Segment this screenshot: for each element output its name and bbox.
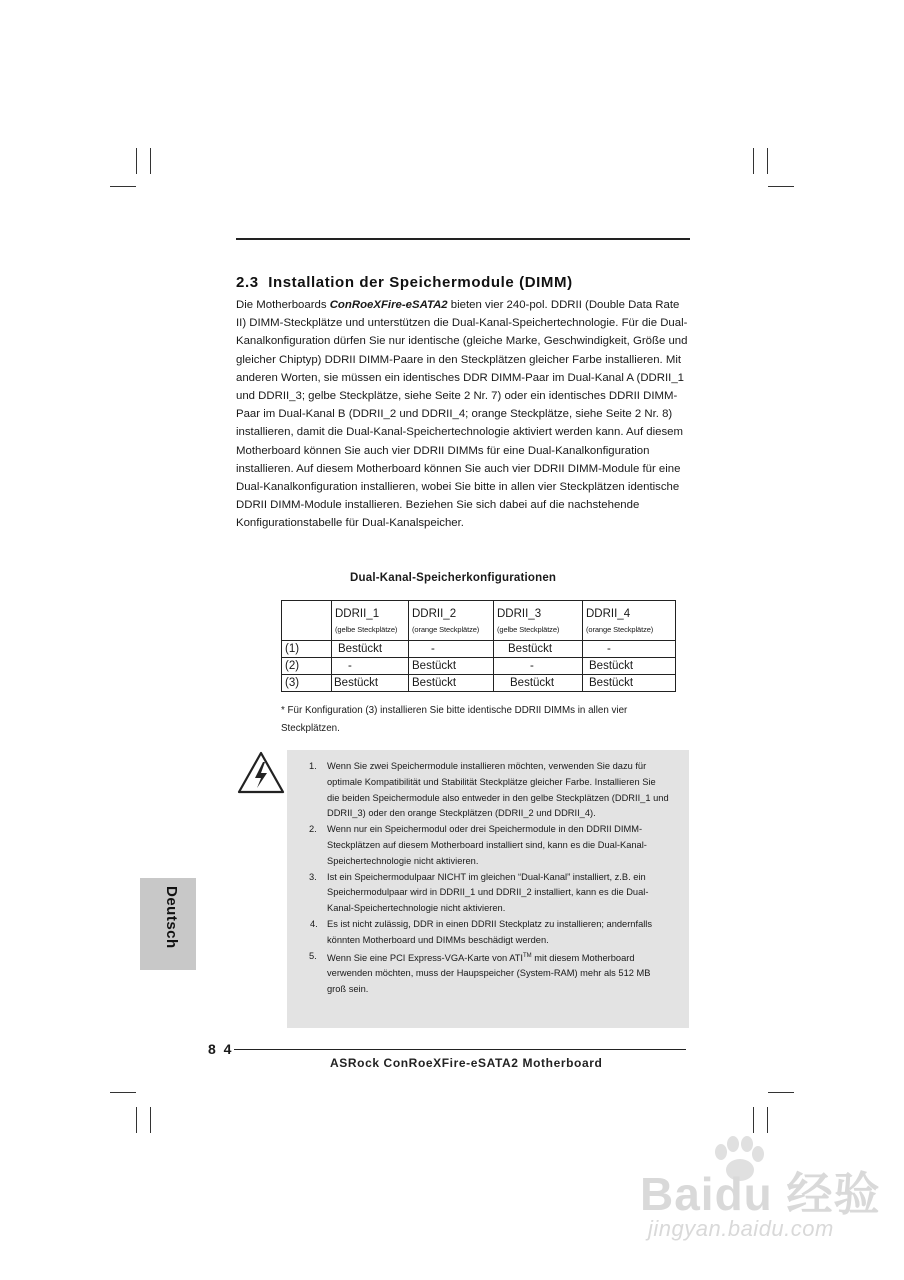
table-cell: Bestückt: [332, 641, 409, 658]
config-table: [281, 600, 676, 692]
table-cell: -: [409, 641, 494, 658]
row-label: (1): [282, 641, 332, 658]
table-cell: Bestückt: [494, 641, 583, 658]
column-header: [583, 601, 676, 641]
note-text: mit diesem Motherboard verwenden möchten, muss der Haupspeicher (System-RAM) mehr als 512 MB groß sein.: [327, 952, 651, 995]
column-color: (gelbe Steckplätze): [497, 625, 560, 634]
note-item: [310, 917, 669, 949]
intro-lead: Die Motherboards: [236, 299, 330, 311]
crop-mark: [150, 1107, 151, 1133]
table-cell: Bestückt: [583, 675, 676, 692]
note-item: [309, 949, 669, 998]
note-text: Ist ein Speichermodulpaar NICHT im gleichen “Dual-Kanal” installiert, z.B. ein Speichermodulpaar wird in DDRII_1 und DDRII_2 installiert, kann es die Dual-Kanal-Speichertechnologie nicht aktivieren.: [327, 871, 649, 914]
table-cell: Bestückt: [332, 675, 409, 692]
crop-mark: [136, 1107, 137, 1133]
crop-mark: [110, 186, 136, 187]
crop-mark: [110, 1092, 136, 1093]
trademark-mark: TM: [523, 952, 532, 959]
note-number: 2.: [309, 824, 317, 835]
column-color: (orange Steckplätze): [586, 625, 654, 634]
crop-mark: [767, 148, 768, 174]
note-number: 1.: [309, 761, 317, 771]
column-name: DDRII_3: [497, 608, 542, 620]
note-item: [309, 822, 669, 869]
table-row: [282, 641, 676, 658]
notes-list: [287, 750, 689, 998]
note-number: 4.: [310, 918, 318, 929]
crop-mark: [768, 1092, 794, 1093]
header-rule: [236, 238, 690, 240]
notes-box: [287, 750, 689, 1028]
note-item: [309, 870, 669, 917]
watermark-url: jingyan.baidu.com: [648, 1216, 834, 1241]
column-color: (orange Steckplätze): [412, 625, 480, 634]
section-number: 2.3: [236, 274, 259, 291]
note-text: Es ist nicht zulässig, DDR in einen DDRII Steckplatz zu installieren; andernfalls könnten Motherboard und DIMMs beschädigt werden.: [327, 918, 653, 945]
column-header: [494, 601, 583, 641]
table-cell: -: [332, 658, 409, 675]
row-label: (2): [282, 658, 332, 675]
table-cell: Bestückt: [409, 658, 494, 675]
column-name: DDRII_4: [586, 608, 631, 620]
footer-text: ASRock ConRoeXFire-eSATA2 Motherboard: [330, 1056, 603, 1070]
table-cell: Bestückt: [583, 658, 676, 675]
table-corner-cell: [282, 601, 332, 641]
note-text: Wenn Sie zwei Speichermodule installieren möchten, verwenden Sie dazu für optimale Kompatibilität und Stabilität Steckplätze gleicher Farbe. Installieren Sie die beiden Speichermodule also entweder in den gelbe Steckplätzen (DDRII_1 und DDRII_3) oder den orange Steckplätzen (DDRII_2 und DDRII_4).: [327, 761, 669, 819]
crop-mark: [753, 148, 754, 174]
page-number: 8 4: [208, 1041, 234, 1057]
footer-rule: [234, 1049, 686, 1050]
intro-body: bieten vier 240-pol. DDRII (Double Data Rate II) DIMM-Steckplätze und unterstützen die Dual-Kanal-Speichertechnologie. Für die Dual-Kanalkonfiguration dürfen Sie nur identische (gleiche Marke, Geschwindigkeit, Größe und gleicher Chiptyp) DDRII DIMM-Paare in den Steckplätzen gleicher Farbe installieren. Mit anderen Worten, sie müssen ein identisches DDR DIMM-Paar im Dual-Kanal A (DDRII_1 und DDRII_3; gelbe Steckplätze, siehe Seite 2 Nr. 7) oder ein identisches DDRII DIMM-Paar im Dual-Kanal B (DDRII_2 und DDRII_4; orange Steckplätze, siehe Seite 2 Nr. 8) installieren, damit die Dual-Kanal-Speichertechnologie aktiviert werden kann. Auf diesem Motherboard können Sie auch vier DDRII DIMMs für eine Dual-Kanalkonfiguration installieren. Auf diesem Motherboard können Sie auch vier DDRII DIMM-Module für eine Dual-Kanalkonfiguration installieren, wobei Sie bitte in allen vier Steckplätzen identische DDRII DIMM-Module installieren. Beziehen Sie sich dabei auf die nachstehende Konfigurationstabelle für Dual-Kanalspeicher.: [236, 299, 688, 530]
column-color: (gelbe Steckplätze): [335, 625, 398, 634]
intro-paragraph: [236, 296, 691, 533]
language-tab: [140, 878, 196, 970]
crop-mark: [767, 1107, 768, 1133]
table-footnote: * Für Konfiguration (3) installieren Sie bitte identische DDRII DIMMs in allen vier Steckplätzen.: [281, 705, 628, 734]
note-item: [309, 759, 669, 822]
table-row: [282, 658, 676, 675]
note-number: 5.: [309, 950, 317, 961]
watermark-logo: Baidu 经验: [640, 1168, 881, 1220]
column-name: DDRII_2: [412, 608, 457, 620]
table-cell: Bestückt: [409, 675, 494, 692]
table-cell: Bestückt: [494, 675, 583, 692]
section-heading: [236, 274, 573, 291]
note-text: Wenn Sie eine PCI Express-VGA-Karte von ATI: [327, 952, 524, 963]
table-header-row: [282, 601, 676, 641]
crop-mark: [136, 148, 137, 174]
section-title: Installation der Speichermodule (DIMM): [268, 274, 573, 291]
note-text: Wenn nur ein Speichermodul oder drei Speichermodule in den DDRII DIMM-Steckplätzen auf diesem Motherboard installiert sind, kann es die Dual-Kanal-Speichertechnologie nicht aktivieren.: [327, 824, 647, 866]
note-number: 3.: [309, 871, 317, 882]
language-label: Deutsch: [163, 886, 180, 949]
crop-mark: [150, 148, 151, 174]
column-name: DDRII_1: [335, 608, 380, 620]
warning-icon: [236, 750, 286, 796]
table-row: [282, 675, 676, 692]
crop-mark: [768, 186, 794, 187]
column-header: [332, 601, 409, 641]
table-title: Dual-Kanal-Speicherkonfigurationen: [350, 572, 557, 584]
table-cell: -: [583, 641, 676, 658]
crop-mark: [753, 1107, 754, 1133]
row-label: (3): [282, 675, 332, 692]
product-name: ConRoeXFire-eSATA2: [329, 299, 448, 311]
column-header: [409, 601, 494, 641]
table-cell: -: [494, 658, 583, 675]
